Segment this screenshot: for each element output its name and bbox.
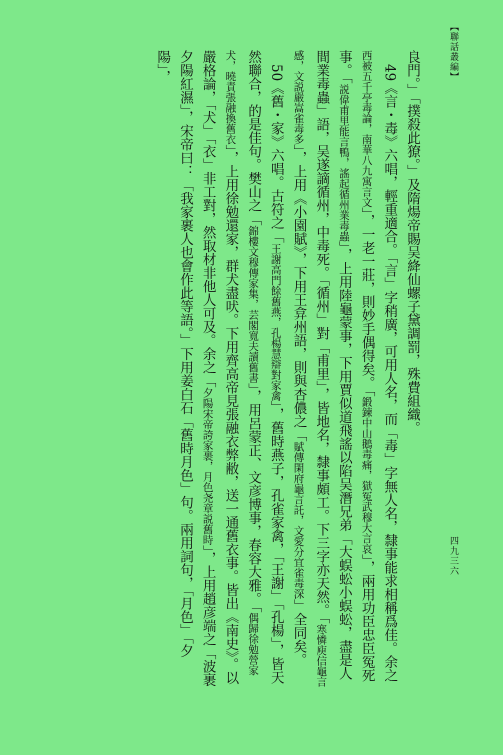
quoted-couplet: 西被五千亭毒論，南華八九寓言文 (360, 50, 373, 208)
body-text (63, 50, 423, 690)
text-run: 50《舊・家》六唱。古符之「 (267, 63, 284, 243)
text-run: 49《言・毒》六唱，輕重適合。「言」字稍廣，可用人名，而「毒」字無人名，隸事能求相稱爲佳。余之 (381, 63, 398, 682)
quoted-couplet: 夕陽宋帝誇家裹，月色尧章説舊時 (201, 387, 214, 545)
page-number: 四九三六 (448, 536, 458, 576)
text-run: 」，上用趙彦端之「波裹夕陽紅濕」，宋帝曰：「我家裹人也會作此等語。」下用姜白石「舊時月色」句。兩用詞句，「月色」「夕陽」， (154, 50, 216, 687)
running-head: 【聯話叢編】 (448, 22, 458, 82)
text-run: 」，兩用功臣忠臣冤死事。「 (335, 50, 375, 683)
text-run: 」，上用徐勉還家，群犬盡吠。下用齊高帝見張融衣弊敝，送一通舊衣事。皆出《南史》。以嚴格論，「犬」「衣」非工對，然取材非他人可及。余之「 (199, 50, 239, 685)
text-run: 」，上用《小園賦》，下用王弇州語，則與杏儂之「 (290, 144, 307, 442)
paragraph-49 (287, 50, 401, 690)
text-run: 」，一老一莊，則妙手偶得矣。「 (358, 207, 375, 397)
quoted-couplet: 偶歸徐勉營家犬，曉責張融換舊衣 (224, 50, 260, 676)
quoted-couplet: 錦樓文穆傳家集，芸閣寬夫讀舊書 (247, 225, 260, 383)
text-run: 」，舊時燕子，孔雀家禽，「王謝」「孔楊」，皆天然聯合，的是佳句。樊山之「 (245, 50, 284, 684)
quoted-couplet: 王謝高門餘舊燕，孔楊慧辯對家禽 (269, 242, 282, 401)
paragraph-50 (151, 50, 287, 690)
quoted-couplet: 説偉甫里能言鴨，謠起循州業毒蟲 (337, 83, 350, 242)
text-run: 」全同矣。 (290, 599, 307, 667)
quoted-couplet: 賦傳閑府龜言託，文愛分宜雀毒深 (292, 441, 305, 599)
paragraph-48-end (400, 50, 423, 690)
quoted-couplet: 寒憐庾信龜言感，文説嚴嵩雀毒多 (292, 50, 328, 687)
text-run: 」，用呂蒙正、文彦博事，春容大雅。「 (245, 383, 262, 613)
quoted-couplet: 鍛鍊中山鵝毒痛，獄冤武穆大言哀 (360, 396, 373, 554)
text-run: 良門。」「撲殺此獠。」及隋煬帝賜吴絳仙螺子黛調罰，殊費組織。 (404, 50, 420, 435)
text-run: 」，上用陸龜蒙事，下用賈似道飛謠以陷吴潛兄弟「大蜈蚣小蜈蚣，盡是人間業毒蟲」語，吴遂謫循州，中毒死。「循州」對「甫里」，皆地名，隸事頗工。下三字亦天然。「 (313, 50, 352, 680)
